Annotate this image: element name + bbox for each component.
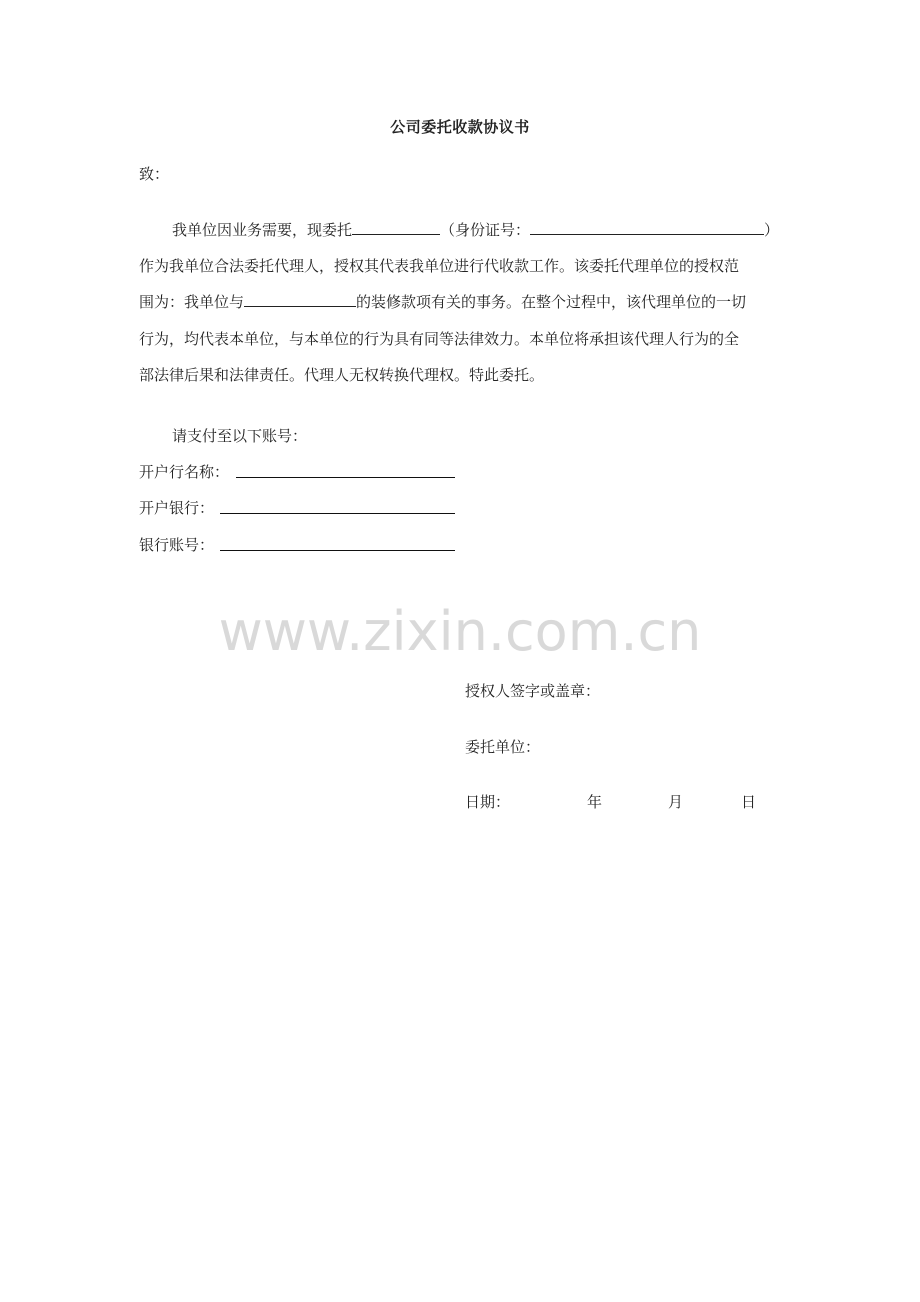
- line1-text-a: 我单位因业务需要，现委托: [172, 221, 353, 239]
- date-day: 日: [741, 793, 757, 811]
- bank-line: [220, 513, 455, 514]
- line1-text-c: ）: [764, 221, 780, 239]
- entrustee-name-blank: [352, 220, 440, 235]
- line3-text-a: 围为：我单位与: [139, 293, 245, 311]
- line1-text-b: （身份证号：: [440, 221, 531, 239]
- document-title: 公司委托收款协议书: [390, 118, 530, 136]
- signer-label: 授权人签字或盖章：: [465, 682, 601, 700]
- date-year: 年: [587, 793, 603, 811]
- paragraph-line-5: 部法律后果和法律责任。代理人无权转换代理权。特此委托。: [139, 366, 545, 384]
- paragraph-line-1: [172, 220, 779, 240]
- paragraph-line-2: 作为我单位合法委托代理人，授权其代表我单位进行代收款工作。该委托代理单位的授权范: [139, 257, 740, 275]
- entrusting-unit-label: 委托单位：: [465, 738, 541, 756]
- paragraph-line-4: 行为，均代表本单位，与本单位的行为具有同等法律效力。本单位将承担该代理人行为的全: [139, 330, 740, 348]
- payment-intro: 请支付至以下账号：: [172, 427, 308, 445]
- account-label: 银行账号：: [139, 536, 215, 554]
- bank-name-line: [236, 477, 455, 478]
- salutation: 致：: [139, 165, 170, 183]
- bank-name-label: 开户行名称：: [139, 463, 230, 481]
- bank-label: 开户银行：: [139, 499, 215, 517]
- counterparty-blank: [244, 292, 356, 307]
- id-number-blank: [530, 220, 764, 235]
- line3-text-b: 的装修款项有关的事务。在整个过程中，该代理单位的一切: [356, 293, 747, 311]
- paragraph-line-3: [139, 292, 746, 312]
- watermark-text: www.zixin.com.cn: [218, 600, 702, 663]
- date-month: 月: [668, 793, 684, 811]
- date-label: 日期：: [465, 793, 511, 811]
- account-line: [220, 550, 455, 551]
